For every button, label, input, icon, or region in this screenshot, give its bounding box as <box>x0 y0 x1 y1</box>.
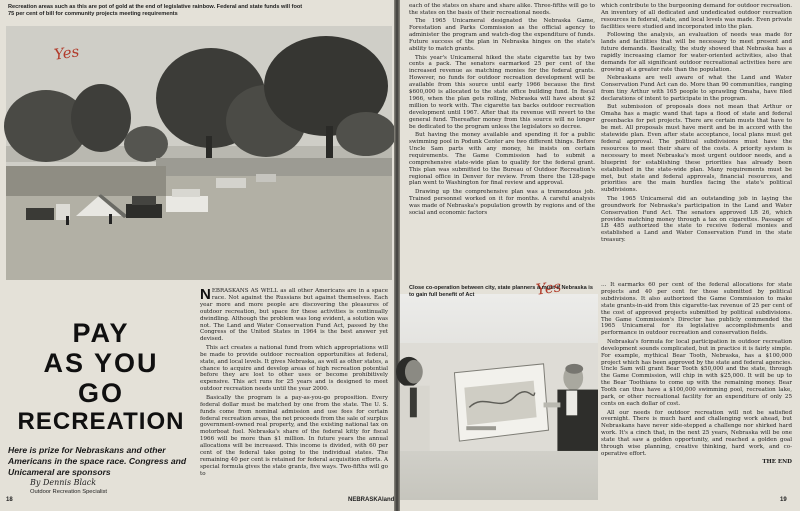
recreation-area-illustration <box>6 26 392 280</box>
photo-caption-planners: Close co-operation between city, state planners a must if Nebraska is to gain full benefit of Act <box>409 285 593 298</box>
planners-photo <box>400 294 598 500</box>
recreation-area-photo <box>6 26 392 280</box>
article-paragraph: This act creates a national fund from which appropriations will be made to provide outdoor recreation opportunities at federal, state, and local levels. It gives Nebraska, as well as other states, a chance to acquire and develop areas of high recreation potential before they are lost to other uses or become prohibitively expensive. This act runs for 25 years and is designed to meet outdoor recreation needs until the year 2000. <box>200 344 388 393</box>
page-number-right: 19 <box>780 497 787 503</box>
planners-illustration <box>400 294 598 500</box>
article-paragraph: But submission of proposals does not mean that Arthur or Omaha has a magic wand that taps a flood of state and federal greenbacks for pet projects. There are certain musts that have to be met. All proposals must have merit and be in accord with the statewide plan. Even after state acceptance, local plans must get federal approval. The political subdivisions must have the resources to meet their share of the costs. A priority system is necessary to meet Nebraska's most urgent outdoor needs, and a blueprint for establishing these priorities has already been established in the state-wide plan. Many requirements must be met, but state and federal approvals, financial resources, and priorities are the main hurdles facing the state's political subdivisions. <box>601 104 792 194</box>
article-paragraph: Following the analysis, an evaluation of needs was made for lands and facilities that will be necessary to meet present and future demands. Basically, the study showed that Nebraska has a rapidly increasing clamor for water-oriented activities, also that demands for all significant outdoor recreational activities here are growing at a greater rate than the population. <box>601 32 792 73</box>
article-column-right-2 <box>601 3 792 279</box>
article-paragraph: Basically the program is a pay-as-you-go proposition. Every federal dollar must be matched by one from the state. The U. S. funds come from nominal admission and use fees for certain federal recreation areas, the net proceeds from the sale of surplus government-owned real property, and the existing national tax on motorboat fuel. Nebraska's share of the federal kitty for fiscal 1966 will be more than $1 million. In future years the annual allocations will be increased. This income is divided, with 60 per cent of the federal take going to the individual states. The remaining 40 per cent is retained for federal acquisition efforts. A special formula gives the state grants, five ways. Two-fifths will go to <box>200 394 388 477</box>
handwritten-mark: Yes <box>534 277 563 299</box>
article-paragraph: which contribute to the burgeoning demand for outdoor recreation. An inventory of all dedicated and undedicated outdoor recreation resources in federal, state, and local levels was made. Even private facilities were studied and incorporated into the plan. <box>601 3 792 30</box>
author-byline: By Dennis Black <box>30 478 97 487</box>
title-line-1: PAY <box>72 318 130 348</box>
article-paragraph: Nebraskans are well aware of what the Land and Water Conservation Fund Act can do. More than 90 communities, ranging from tiny Arthur with 165 people to sprawling Omaha, have filed declarations of intent to participate in the program. <box>601 75 792 102</box>
article-paragraph: The 1965 Unicameral did an outstanding job in laying the groundwork for Nebraska's participation in the Land and Water Conservation Fund Act. The senators approved LB 26, which provides matching money through a tax on cigarettes. Passage of LB 485 authorized the state to receive federal monies and established a Land and Water Conservation Fund in the state treasury. <box>601 195 792 244</box>
article-paragraph: This year's Unicameral hiked the state cigarette tax by two cents a pack. The senators earmarked 25 per cent of the increased revenue as matching monies for the federal grants. However, no funds for outdoor recreation development will be available from this source until early 1966 because the first $600,000 is allocated to the state office building fund. In fiscal 1966, when the plan gets rolling, Nebraska will have about $2 million to work with. The cigarette tax backs outdoor recreation development until 1967. After that its revenue will revert to the general fund. Thereafter money from this source will no longer be dedicated to the program unless the legislators so decree. <box>409 54 595 130</box>
article-subtitle: Here is prize for Nebraskans and other Americans in the space race. Congress and Unicameral are sponsors <box>8 445 187 477</box>
photo-caption-top: Recreation areas such as this are pot of gold at the end of legislative rainbow. Federal and state funds will foot 75 per cent of bill for community projects meeting requirements <box>8 4 303 17</box>
article-paragraph: But having the money available and spending it for a public swimming pool in Podunk Center are two different things. Before Uncle Sam parts with any money, he insists on certain requirements. The Game Commission had to submit a comprehensive state-wide plan to qualify for the federal grant. This plan was submitted to the Bureau of Outdoor Recreation's regional office in Denver for review. From there the 128-page plan went to Washington for final review and approval. <box>409 132 595 187</box>
drop-cap: N <box>200 286 211 303</box>
article-paragraph: Nebraska's formula for local participation in outdoor recreation development sounds complicated, but in practice it is fairly simple. For example, mythical Bear Tooth, Nebraska, has a $100,000 project which has been approved by the state and federal agencies. Uncle Sam will grant Bear Tooth $50,000 and the state, through the Game Commission, will chip in with $25,000. It will be up to the Bear Toothians to come up with the remaining money. Bear Tooth can thus have a $100,000 swimming pool, recreation lake, park, or other recreational facility for an expenditure of only 25 cents on each dollar of cost. <box>601 338 792 407</box>
left-page <box>0 0 394 511</box>
article-paragraph: … It earmarks 60 per cent of the federal allocations for state projects and 40 per cent for those submitted by political subdivisions. It also authorized the Game Commission to make state grants-in-aid from this cigarette-tax revenue of 25 per cent of the cost of approved projects submitted by political subdivisions. The Game Commission's Director has publicly commended the 1965 Unicameral for its legislative accomplishments and performance in outdoor recreation and conservation fields. <box>601 282 792 337</box>
article-paragraph: Drawing up the comprehensive plan was a tremendous job. Trained personnel worked on it for months. A careful analysis was made of Nebraska's population growth by regions and of the social and economic factors <box>409 188 595 216</box>
author-title: Outdoor Recreation Specialist <box>30 489 108 495</box>
article-column-right-2-continued <box>601 282 792 494</box>
page-number-left: 18 <box>6 497 13 503</box>
title-line-3: GO <box>77 378 124 408</box>
article-column-left <box>200 288 388 500</box>
handwritten-mark: Yes <box>52 42 81 64</box>
article-column-right-1 <box>409 3 595 281</box>
article-paragraph: All our needs for outdoor recreation will not be satisfied overnight. There is much hard and challenging work ahead, but Nebraskans have never side-stepped a challenge nor shirked hard work. It's a cinch that, in the next 25 years, Nebraska will be one state that saw a golden opportunity, and reached a golden goal through wise planning, creative thinking, hard work, and co-operative effort. <box>601 409 792 457</box>
article-paragraph: NEBRASKANS AS WELL as all other Americans are in a space race. Not against the Russians but against themselves. Each year more and more people are discovering the pleasures of outdoor recreation, but space for these activities is continually dwindling. Although the problem was long evident, a solution was not. The Land and Water Conservation Fund Act, passed by the Congress of the United States in 1964 is the best answer yet devised. <box>200 286 388 343</box>
the-end-mark: THE END <box>762 459 792 466</box>
title-line-4: RECREATION <box>17 408 185 435</box>
magazine-name: NEBRASKAland <box>348 497 395 503</box>
title-line-2: AS YOU <box>43 348 159 378</box>
article-paragraph: each of the states on share and share alike. Three-fifths will go to the states on the basis of their recreational needs. <box>409 3 595 16</box>
article-paragraph: The 1965 Unicameral designated the Nebraska Game, Forestation and Parks Commission as the official agency to administer the program and watch-dog the expenditure of funds. Future success of the plan in Nebraska hinges on the state's ability to match grants. <box>409 18 595 53</box>
